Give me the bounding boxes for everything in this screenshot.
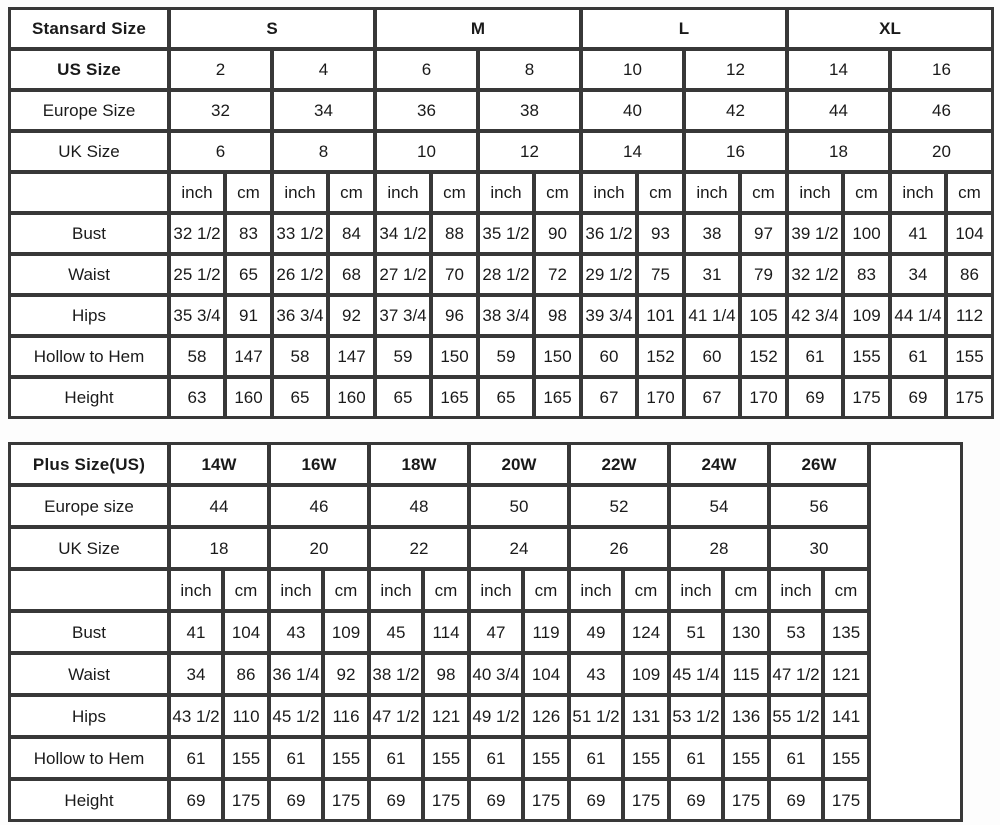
measurement-cell: 104 (223, 611, 269, 653)
measurement-cell: 36 1/4 (269, 653, 323, 695)
unit-cell: cm (843, 172, 890, 213)
measurement-cell: 36 1/2 (581, 213, 637, 254)
measurement-cell: 70 (431, 254, 478, 295)
measurement-cell: 121 (423, 695, 469, 737)
unit-cell: cm (823, 569, 869, 611)
measurement-cell: 114 (423, 611, 469, 653)
measurement-cell: 35 3/4 (169, 295, 225, 336)
measurement-cell: 51 1/2 (569, 695, 623, 737)
size-group-cell: 22W (569, 443, 669, 485)
size-value-cell: 50 (469, 485, 569, 527)
measurement-cell: 155 (823, 737, 869, 779)
measurement-cell: 41 (169, 611, 223, 653)
size-value-cell: 2 (169, 49, 272, 90)
measurement-cell: 53 1/2 (669, 695, 723, 737)
unit-cell: cm (423, 569, 469, 611)
measurement-cell: 165 (534, 377, 581, 418)
measurement-cell: 109 (843, 295, 890, 336)
size-value-cell: 20 (269, 527, 369, 569)
measurement-cell: 150 (534, 336, 581, 377)
measurement-cell: 69 (669, 779, 723, 821)
unit-cell: cm (328, 172, 375, 213)
measurement-cell: 110 (223, 695, 269, 737)
unit-cell: cm (534, 172, 581, 213)
measurement-cell: 67 (581, 377, 637, 418)
measurement-cell: 28 1/2 (478, 254, 534, 295)
measurement-cell: 65 (375, 377, 431, 418)
row-label: US Size (9, 49, 169, 90)
measurement-cell: 131 (623, 695, 669, 737)
measurement-cell: 98 (423, 653, 469, 695)
measurement-cell: 86 (946, 254, 993, 295)
measurement-cell: 63 (169, 377, 225, 418)
measurement-cell: 69 (769, 779, 823, 821)
unit-cell: inch (684, 172, 740, 213)
unit-row (9, 172, 993, 213)
size-value-cell: 24 (469, 527, 569, 569)
table-row (9, 611, 962, 653)
size-value-cell: 54 (669, 485, 769, 527)
size-value-cell: 44 (169, 485, 269, 527)
unit-cell: inch (769, 569, 823, 611)
measurement-cell: 119 (523, 611, 569, 653)
measurement-cell: 175 (423, 779, 469, 821)
measurement-cell: 135 (823, 611, 869, 653)
measurement-cell: 104 (523, 653, 569, 695)
size-value-cell: 22 (369, 527, 469, 569)
measurement-cell: 175 (323, 779, 369, 821)
measurement-cell: 152 (637, 336, 684, 377)
unit-cell: cm (740, 172, 787, 213)
table-title: Plus Size(US) (9, 443, 169, 485)
measurement-cell: 49 (569, 611, 623, 653)
unit-cell: cm (637, 172, 684, 213)
measurement-cell: 60 (581, 336, 637, 377)
measurement-cell: 155 (423, 737, 469, 779)
table-row (9, 527, 962, 569)
size-group-cell: L (581, 8, 787, 49)
measurement-cell: 126 (523, 695, 569, 737)
row-label: Hollow to Hem (9, 336, 169, 377)
size-value-cell: 16 (890, 49, 993, 90)
measurement-cell: 100 (843, 213, 890, 254)
measurement-cell: 83 (843, 254, 890, 295)
size-value-cell: 4 (272, 49, 375, 90)
measurement-cell: 32 1/2 (169, 213, 225, 254)
size-group-cell: XL (787, 8, 993, 49)
measurement-cell: 27 1/2 (375, 254, 431, 295)
size-value-cell: 10 (375, 131, 478, 172)
unit-cell: cm (523, 569, 569, 611)
measurement-cell: 45 1/4 (669, 653, 723, 695)
measurement-cell: 61 (169, 737, 223, 779)
row-label: Bust (9, 213, 169, 254)
measurement-cell: 47 (469, 611, 523, 653)
measurement-cell: 86 (223, 653, 269, 695)
measurement-cell: 53 (769, 611, 823, 653)
size-value-cell: 48 (369, 485, 469, 527)
measurement-cell: 43 1/2 (169, 695, 223, 737)
table-row (9, 213, 993, 254)
measurement-cell: 35 1/2 (478, 213, 534, 254)
unit-cell: inch (469, 569, 523, 611)
measurement-cell: 97 (740, 213, 787, 254)
measurement-cell: 61 (787, 336, 843, 377)
measurement-cell: 69 (369, 779, 423, 821)
measurement-cell: 155 (723, 737, 769, 779)
measurement-cell: 65 (225, 254, 272, 295)
measurement-cell: 160 (225, 377, 272, 418)
table-row (9, 49, 993, 90)
size-group-cell: S (169, 8, 375, 49)
measurement-cell: 91 (225, 295, 272, 336)
measurement-cell: 175 (823, 779, 869, 821)
measurement-cell: 105 (740, 295, 787, 336)
measurement-cell: 69 (890, 377, 946, 418)
measurement-cell: 96 (431, 295, 478, 336)
size-group-cell: 14W (169, 443, 269, 485)
measurement-cell: 101 (637, 295, 684, 336)
unit-cell: inch (890, 172, 946, 213)
unit-cell: inch (375, 172, 431, 213)
table-row (9, 653, 962, 695)
table-row (9, 8, 993, 49)
measurement-cell: 55 1/2 (769, 695, 823, 737)
measurement-cell: 37 3/4 (375, 295, 431, 336)
measurement-cell: 49 1/2 (469, 695, 523, 737)
measurement-cell: 155 (623, 737, 669, 779)
measurement-cell: 61 (569, 737, 623, 779)
measurement-cell: 31 (684, 254, 740, 295)
size-value-cell: 56 (769, 485, 869, 527)
measurement-cell: 72 (534, 254, 581, 295)
measurement-cell: 58 (272, 336, 328, 377)
measurement-cell: 61 (469, 737, 523, 779)
size-value-cell: 12 (684, 49, 787, 90)
measurement-cell: 121 (823, 653, 869, 695)
unit-cell: inch (169, 569, 223, 611)
unit-cell: cm (623, 569, 669, 611)
measurement-cell: 61 (369, 737, 423, 779)
measurement-cell: 39 1/2 (787, 213, 843, 254)
unit-cell: inch (569, 569, 623, 611)
unit-row (9, 569, 962, 611)
row-label: UK Size (9, 527, 169, 569)
measurement-cell: 26 1/2 (272, 254, 328, 295)
measurement-cell: 92 (328, 295, 375, 336)
measurement-cell: 152 (740, 336, 787, 377)
plus-size-table (8, 442, 963, 822)
row-label: Waist (9, 254, 169, 295)
row-label: Hips (9, 695, 169, 737)
size-value-cell: 12 (478, 131, 581, 172)
measurement-cell: 38 1/2 (369, 653, 423, 695)
measurement-cell: 175 (523, 779, 569, 821)
measurement-cell: 150 (431, 336, 478, 377)
measurement-cell: 155 (843, 336, 890, 377)
measurement-cell: 84 (328, 213, 375, 254)
measurement-cell: 109 (323, 611, 369, 653)
table-row (9, 695, 962, 737)
measurement-cell: 175 (623, 779, 669, 821)
row-label-empty (9, 172, 169, 213)
measurement-cell: 61 (669, 737, 723, 779)
measurement-cell: 61 (890, 336, 946, 377)
size-value-cell: 32 (169, 90, 272, 131)
measurement-cell: 58 (169, 336, 225, 377)
measurement-cell: 38 3/4 (478, 295, 534, 336)
size-value-cell: 14 (581, 131, 684, 172)
unit-cell: inch (169, 172, 225, 213)
unit-cell: cm (225, 172, 272, 213)
measurement-cell: 69 (569, 779, 623, 821)
measurement-cell: 69 (169, 779, 223, 821)
measurement-cell: 51 (669, 611, 723, 653)
size-value-cell: 6 (375, 49, 478, 90)
row-label: Height (9, 377, 169, 418)
measurement-cell: 68 (328, 254, 375, 295)
measurement-cell: 43 (569, 653, 623, 695)
size-group-cell: 26W (769, 443, 869, 485)
measurement-cell: 109 (623, 653, 669, 695)
row-label: Height (9, 779, 169, 821)
measurement-cell: 65 (272, 377, 328, 418)
measurement-cell: 141 (823, 695, 869, 737)
measurement-cell: 39 3/4 (581, 295, 637, 336)
measurement-cell: 136 (723, 695, 769, 737)
size-value-cell: 20 (890, 131, 993, 172)
measurement-cell: 69 (787, 377, 843, 418)
measurement-cell: 165 (431, 377, 478, 418)
measurement-cell: 61 (269, 737, 323, 779)
measurement-cell: 88 (431, 213, 478, 254)
unit-cell: inch (581, 172, 637, 213)
measurement-cell: 155 (946, 336, 993, 377)
measurement-cell: 170 (637, 377, 684, 418)
size-value-cell: 18 (787, 131, 890, 172)
measurement-cell: 33 1/2 (272, 213, 328, 254)
measurement-cell: 92 (323, 653, 369, 695)
table-row (9, 90, 993, 131)
measurement-cell: 47 1/2 (369, 695, 423, 737)
measurement-cell: 93 (637, 213, 684, 254)
unit-cell: inch (787, 172, 843, 213)
table-row (9, 377, 993, 418)
size-value-cell: 28 (669, 527, 769, 569)
table-row (9, 295, 993, 336)
measurement-cell: 160 (328, 377, 375, 418)
measurement-cell: 79 (740, 254, 787, 295)
measurement-cell: 32 1/2 (787, 254, 843, 295)
row-label-empty (9, 569, 169, 611)
measurement-cell: 34 1/2 (375, 213, 431, 254)
empty-cell (869, 443, 962, 821)
measurement-cell: 45 (369, 611, 423, 653)
measurement-cell: 175 (723, 779, 769, 821)
unit-cell: cm (946, 172, 993, 213)
unit-cell: cm (223, 569, 269, 611)
measurement-cell: 40 3/4 (469, 653, 523, 695)
unit-cell: cm (431, 172, 478, 213)
measurement-cell: 42 3/4 (787, 295, 843, 336)
measurement-cell: 47 1/2 (769, 653, 823, 695)
size-group-cell: 16W (269, 443, 369, 485)
size-value-cell: 8 (272, 131, 375, 172)
measurement-cell: 25 1/2 (169, 254, 225, 295)
table-title: Stansard Size (9, 8, 169, 49)
measurement-cell: 43 (269, 611, 323, 653)
size-group-cell: 20W (469, 443, 569, 485)
row-label: Europe Size (9, 90, 169, 131)
measurement-cell: 170 (740, 377, 787, 418)
size-value-cell: 46 (269, 485, 369, 527)
measurement-cell: 147 (328, 336, 375, 377)
measurement-cell: 69 (269, 779, 323, 821)
row-label: Hips (9, 295, 169, 336)
measurement-cell: 34 (890, 254, 946, 295)
measurement-cell: 41 (890, 213, 946, 254)
table-row (9, 254, 993, 295)
row-label: Hollow to Hem (9, 737, 169, 779)
size-value-cell: 34 (272, 90, 375, 131)
measurement-cell: 116 (323, 695, 369, 737)
measurement-cell: 98 (534, 295, 581, 336)
measurement-cell: 65 (478, 377, 534, 418)
size-value-cell: 38 (478, 90, 581, 131)
size-value-cell: 6 (169, 131, 272, 172)
unit-cell: cm (723, 569, 769, 611)
row-label: UK Size (9, 131, 169, 172)
unit-cell: inch (669, 569, 723, 611)
measurement-cell: 175 (843, 377, 890, 418)
size-value-cell: 30 (769, 527, 869, 569)
size-value-cell: 8 (478, 49, 581, 90)
size-value-cell: 44 (787, 90, 890, 131)
table-row (9, 485, 962, 527)
measurement-cell: 41 1/4 (684, 295, 740, 336)
row-label: Waist (9, 653, 169, 695)
table-row (9, 737, 962, 779)
measurement-cell: 155 (523, 737, 569, 779)
size-group-cell: M (375, 8, 581, 49)
measurement-cell: 90 (534, 213, 581, 254)
measurement-cell: 60 (684, 336, 740, 377)
measurement-cell: 67 (684, 377, 740, 418)
size-value-cell: 16 (684, 131, 787, 172)
standard-table-body (9, 8, 993, 418)
measurement-cell: 130 (723, 611, 769, 653)
measurement-cell: 124 (623, 611, 669, 653)
measurement-cell: 34 (169, 653, 223, 695)
unit-cell: cm (323, 569, 369, 611)
size-value-cell: 42 (684, 90, 787, 131)
size-group-cell: 18W (369, 443, 469, 485)
table-row (9, 779, 962, 821)
row-label: Europe size (9, 485, 169, 527)
measurement-cell: 44 1/4 (890, 295, 946, 336)
measurement-cell: 36 3/4 (272, 295, 328, 336)
measurement-cell: 83 (225, 213, 272, 254)
size-value-cell: 52 (569, 485, 669, 527)
table-row (9, 131, 993, 172)
unit-cell: inch (269, 569, 323, 611)
measurement-cell: 175 (946, 377, 993, 418)
unit-cell: inch (369, 569, 423, 611)
standard-size-table (8, 7, 994, 419)
measurement-cell: 147 (225, 336, 272, 377)
measurement-cell: 175 (223, 779, 269, 821)
size-value-cell: 18 (169, 527, 269, 569)
size-value-cell: 14 (787, 49, 890, 90)
table-row (9, 443, 962, 485)
size-value-cell: 40 (581, 90, 684, 131)
size-value-cell: 10 (581, 49, 684, 90)
measurement-cell: 155 (323, 737, 369, 779)
size-group-cell: 24W (669, 443, 769, 485)
measurement-cell: 69 (469, 779, 523, 821)
size-value-cell: 36 (375, 90, 478, 131)
unit-cell: inch (478, 172, 534, 213)
unit-cell: inch (272, 172, 328, 213)
size-value-cell: 26 (569, 527, 669, 569)
table-row (9, 336, 993, 377)
measurement-cell: 104 (946, 213, 993, 254)
measurement-cell: 45 1/2 (269, 695, 323, 737)
measurement-cell: 115 (723, 653, 769, 695)
measurement-cell: 61 (769, 737, 823, 779)
measurement-cell: 59 (478, 336, 534, 377)
measurement-cell: 112 (946, 295, 993, 336)
measurement-cell: 155 (223, 737, 269, 779)
plus-table-body (9, 443, 962, 821)
measurement-cell: 29 1/2 (581, 254, 637, 295)
measurement-cell: 59 (375, 336, 431, 377)
row-label: Bust (9, 611, 169, 653)
size-value-cell: 46 (890, 90, 993, 131)
measurement-cell: 75 (637, 254, 684, 295)
measurement-cell: 38 (684, 213, 740, 254)
